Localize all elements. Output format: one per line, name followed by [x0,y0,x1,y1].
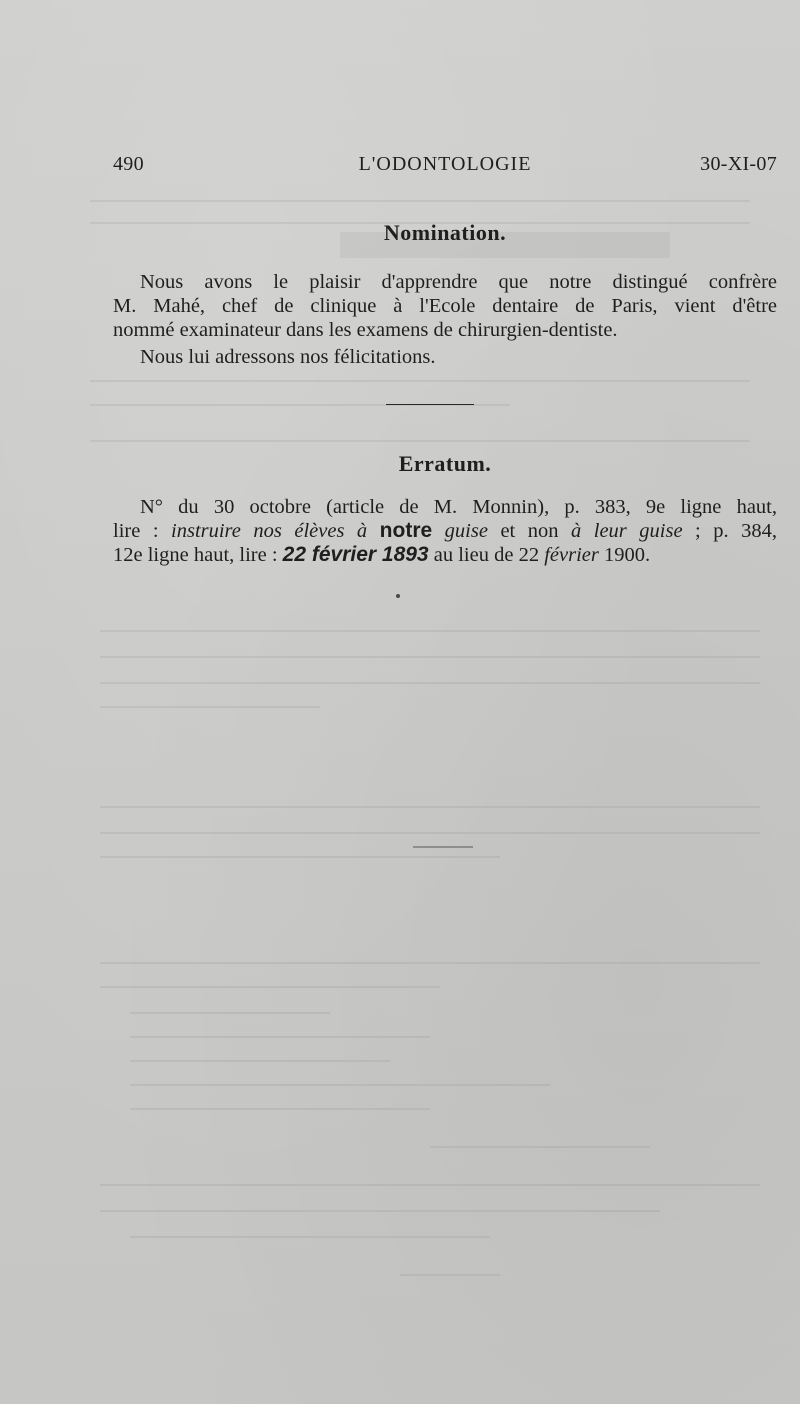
issue-date: 30-XI-07 [700,153,777,175]
nomination-heading: Nomination. [383,220,507,245]
nomination-paragraph-2 [113,345,777,369]
erratum-heading: Erratum. [398,451,492,476]
erratum-line-3-b: 22 février 1893 [282,543,429,566]
nomination-line-3: nommé examinateur dans les examens de chirurgien-dentiste. [113,319,618,341]
nomination-line-1: Nous avons le plaisir d'apprendre que notre distingué confrère [140,271,777,293]
running-header [113,153,777,183]
nomination-line-4: Nous lui adressons nos félicitations. [140,346,436,368]
nomination-line-2: M. Mahé, chef de clinique à l'Ecole dentaire de Paris, vient d'être [113,295,777,317]
erratum-line-3 [113,543,777,567]
ghost-divider [413,846,473,848]
erratum-line-3-c: au lieu de 22 [428,544,545,566]
ink-speck [396,594,400,598]
erratum-line-2 [113,519,777,543]
erratum-line-3-e: 1900. [598,544,651,566]
journal-title: L'ODONTOLOGIE [358,153,532,175]
nomination-paragraph [113,270,777,342]
erratum-paragraph [113,495,777,567]
erratum-line-2-d: guise [444,520,488,542]
erratum-line-1: N° du 30 octobre (article de M. Monnin), p. 383, 9e ligne haut, [140,496,777,518]
erratum-line-3-a: 12e ligne haut, lire : [113,544,283,566]
erratum-line-2-f: à leur guise [571,520,683,542]
erratum-line-2-a: lire : [113,520,172,542]
page-number: 490 [113,153,144,175]
erratum-line-2-b: instruire nos élèves à [171,520,368,542]
erratum-line-2-g: ; p. 384, [682,520,777,542]
erratum-line-2-e: et non [487,520,571,542]
erratum-line-2-c: notre [379,519,433,542]
section-divider [386,404,474,405]
erratum-line-3-d: février [544,544,599,566]
